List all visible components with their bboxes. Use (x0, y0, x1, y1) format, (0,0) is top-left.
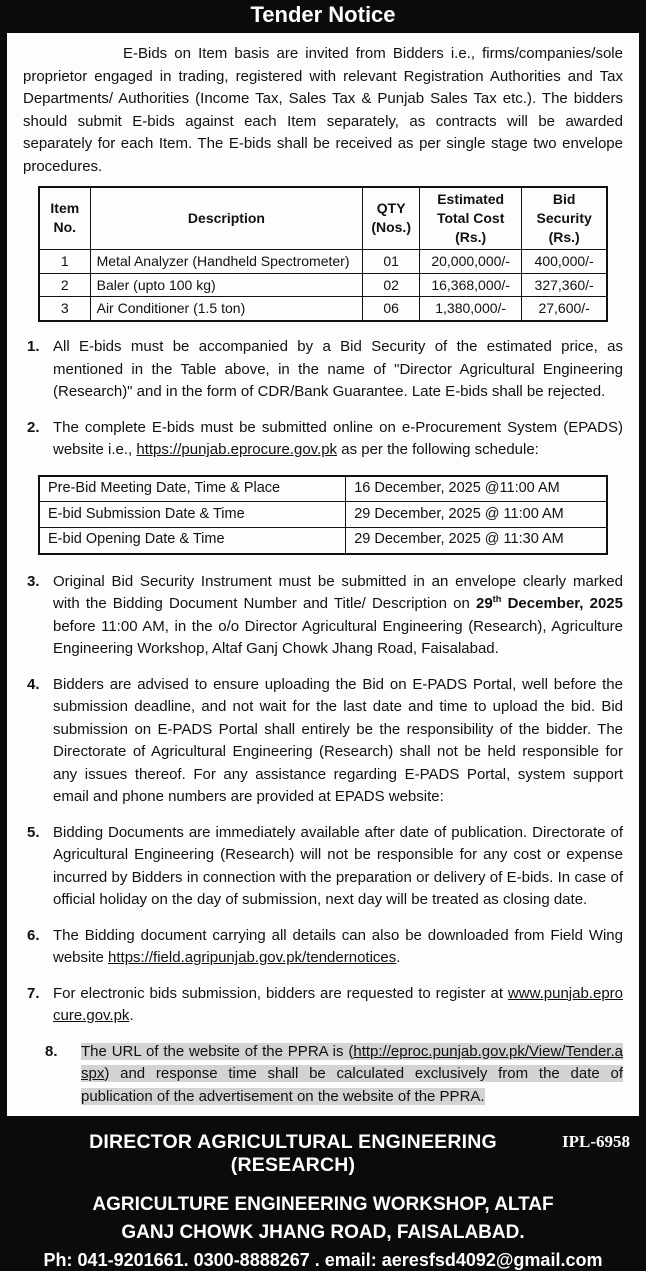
note-2 (23, 417, 623, 462)
cell-bid-security: 327,360/- (522, 273, 607, 297)
col-header-bid-security: Bid Security (Rs.) (522, 187, 607, 249)
ipl-reference-number: IPL-6958 (562, 1132, 630, 1152)
note-7-pre: For electronic bids submission, bidders are requested to register at (53, 984, 508, 1002)
note-5-number: 5. (27, 823, 40, 841)
note-3-date-day: 29 (475, 595, 493, 613)
page-title: Tender Notice (0, 0, 646, 31)
note-3-date-suffix: th (492, 594, 502, 605)
note-6-number: 6. (27, 926, 40, 944)
note-2-pre: The complete E-bids must be submitted online on e-Procurement System (EPADS) website i.e., (53, 418, 623, 459)
note-2-post: as per the following schedule: (337, 441, 539, 459)
schedule-value: 16 December, 2025 @11:00 AM (346, 476, 607, 502)
cell-qty: 01 (363, 249, 420, 273)
note-6 (23, 925, 623, 970)
cell-description: Air Conditioner (1.5 ton) (90, 297, 363, 321)
note-1-number: 1. (27, 338, 40, 356)
items-table-header-row (39, 187, 607, 249)
items-table (38, 186, 608, 322)
note-7-text (53, 983, 623, 1028)
note-5-text: Bidding Documents are immediately available after date of publication. Directorate of Agricultural Engineering (Research) will not be responsible for any cost or expense incurred by Bidders in connection with the preparation or delivery of E-bids. In case of official holiday on the day of submission, next day will be treated as closing date. (53, 823, 623, 909)
note-3-number: 3. (27, 572, 40, 590)
schedule-row (39, 476, 607, 502)
cell-item-no: 2 (39, 273, 90, 297)
footer-band (0, 1116, 646, 1271)
note-5 (23, 822, 623, 912)
cell-item-no: 3 (39, 297, 90, 321)
note-7 (23, 983, 623, 1028)
note-4-number: 4. (27, 675, 40, 693)
note-8 (23, 1041, 623, 1109)
note-3-date (476, 595, 623, 612)
note-1-text: All E-bids must be accompanied by a Bid Security of the estimated price, as mentioned in the Table above, in the name of "Director Agricultural Engineering (Research)" and in the form of CDR/Bank Guarantee. Late E-bids shall be rejected. (53, 338, 623, 401)
note-8-highlighted-text (81, 1043, 623, 1105)
cell-item-no: 1 (39, 249, 90, 273)
cell-bid-security: 400,000/- (522, 249, 607, 273)
note-4 (23, 674, 623, 809)
schedule-label: E-bid Opening Date & Time (39, 527, 346, 553)
note-4-text: Bidders are advised to ensure uploading the Bid on E-PADS Portal, well before the submission deadline, and not wait for the last date and time to upload the bid. Bid submission on E-PADS Portal shall entirely be the responsibility of the bidder. The Directorate of Agricultural Engineering (Research) shall not be held responsible for any issues thereof. For any assistance regarding E-PADS Portal, system support email and phone numbers are provided at EPADS website: (53, 675, 623, 806)
note-3-post: before 11:00 AM, in the o/o Director Agricultural Engineering (Research), Agriculture Engineering Workshop, Altaf Ganj Chowk Jhang Road, Faisalabad. (53, 617, 623, 658)
note-7-post: . (129, 1007, 134, 1025)
schedule-label: Pre-Bid Meeting Date, Time & Place (39, 476, 346, 502)
cell-description: Metal Analyzer (Handheld Spectrometer) (90, 249, 363, 273)
cell-qty: 06 (363, 297, 420, 321)
field-wing-website-link[interactable]: https://field.agripunjab.gov.pk/tendernotices (108, 949, 397, 967)
note-6-post: . (396, 949, 401, 967)
schedule-value: 29 December, 2025 @ 11:00 AM (346, 502, 607, 528)
schedule-row (39, 502, 607, 528)
cell-estimated-cost: 16,368,000/- (420, 273, 522, 297)
note-1 (23, 336, 623, 404)
cell-qty: 02 (363, 273, 420, 297)
note-3-date-rest: December, 2025 (501, 595, 623, 613)
note-8-text (81, 1041, 623, 1109)
address-line-2: GANJ CHOWK JHANG ROAD, FAISALABAD. (121, 1221, 525, 1243)
note-6-pre: The Bidding document carrying all details can also be downloaded from Field Wing website (53, 926, 623, 967)
table-row (39, 297, 607, 321)
cell-estimated-cost: 1,380,000/- (420, 297, 522, 321)
note-2-text (53, 417, 623, 462)
note-3 (23, 571, 623, 661)
epads-portal-link[interactable]: https://punjab.eprocure.gov.pk (136, 441, 338, 459)
cell-description: Baler (upto 100 kg) (90, 273, 363, 297)
contact-info: Ph: 041-9201661. 0300-8888267 . email: aeresfsd4092@gmail.com (43, 1250, 603, 1271)
issuing-authority: DIRECTOR AGRICULTURAL ENGINEERING (RESEARCH) (89, 1131, 497, 1177)
schedule-value: 29 December, 2025 @ 11:30 AM (346, 527, 607, 553)
schedule-table (38, 475, 608, 555)
note-3-pre: Original Bid Security Instrument must be submitted in an envelope clearly marked with the Bidding Document Number and Title/ Description on (53, 572, 623, 613)
note-2-number: 2. (27, 418, 40, 436)
note-3-text (53, 571, 623, 661)
intro-paragraph: E-Bids on Item basis are invited from Bidders i.e., firms/companies/sole proprietor engaged in trading, registered with relevant Registration Authorities and Tax Departments/ Authorities (Income Tax, Sales Tax & Punjab Sales Tax etc.). The bidders should submit E-bids against each Item separately, as contracts will be awarded separately for each Item. The E-bids shall be received as per single stage two envelope procedures. (23, 45, 623, 175)
note-6-text (53, 925, 623, 970)
cell-bid-security: 27,600/- (522, 297, 607, 321)
notice-body (7, 31, 639, 1116)
ppra-website-link[interactable]: http://eproc.punjab.gov.pk/View/Tender.aspx (81, 1042, 623, 1083)
col-header-item-no: Item No. (39, 187, 90, 249)
cell-estimated-cost: 20,000,000/- (420, 249, 522, 273)
note-8-post: ) and response time shall be calculated exclusively from the date of publication of the advertisement on the website of the PPRA. (81, 1065, 623, 1105)
eprocure-registration-link[interactable]: www.punjab.eprocure.gov.pk (53, 984, 623, 1025)
address-line-1: AGRICULTURE ENGINEERING WORKSHOP, ALTAF (92, 1194, 554, 1216)
schedule-label: E-bid Submission Date & Time (39, 502, 346, 528)
note-7-number: 7. (27, 984, 40, 1002)
schedule-row (39, 527, 607, 553)
note-8-number: 8. (45, 1042, 58, 1060)
col-header-qty: QTY (Nos.) (363, 187, 420, 249)
table-row (39, 249, 607, 273)
col-header-estimated-cost: Estimated Total Cost (Rs.) (420, 187, 522, 249)
note-8-pre: The URL of the website of the PPRA is ( (81, 1042, 354, 1060)
col-header-description: Description (90, 187, 363, 249)
table-row (39, 273, 607, 297)
